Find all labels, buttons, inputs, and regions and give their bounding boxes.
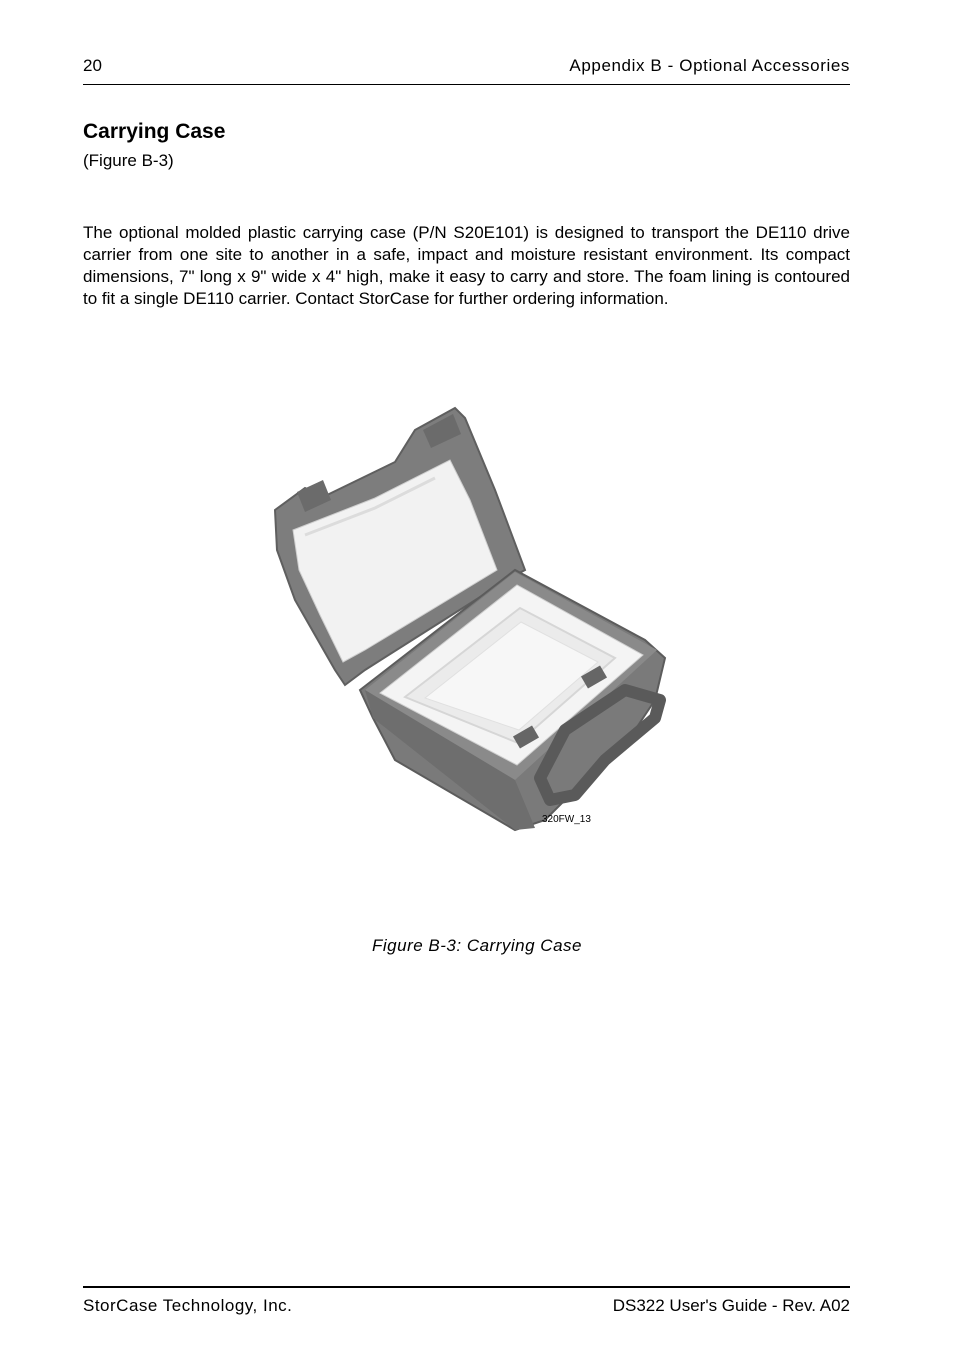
carrying-case-illustration [265, 400, 675, 840]
page-number: 20 [83, 56, 102, 75]
header-section-title: Appendix B - Optional Accessories [569, 56, 850, 75]
footer-company: StorCase Technology, Inc. [83, 1296, 293, 1315]
section-title: Carrying Case [83, 120, 226, 143]
page-header [83, 54, 850, 85]
figure-reference: (Figure B-3) [83, 151, 174, 170]
figure-image-id: 320FW_13 [542, 814, 591, 825]
body-paragraph: The optional molded plastic carrying case (P/N S20E101) is designed to transport the DE110 drive carrier from one site to another in a safe, impact and moisture resistant environment. Its compact dimensions, 7" long x 9" wide x 4" high, make it easy to carry and store. The foam lining is contoured to fit a single DE110 carrier. Contact StorCase for further ordering information. [83, 223, 850, 308]
figure-caption: Figure B-3: Carrying Case [372, 936, 582, 955]
footer-document: DS322 User's Guide - Rev. A02 [612, 1296, 850, 1315]
page-footer [83, 1286, 850, 1318]
